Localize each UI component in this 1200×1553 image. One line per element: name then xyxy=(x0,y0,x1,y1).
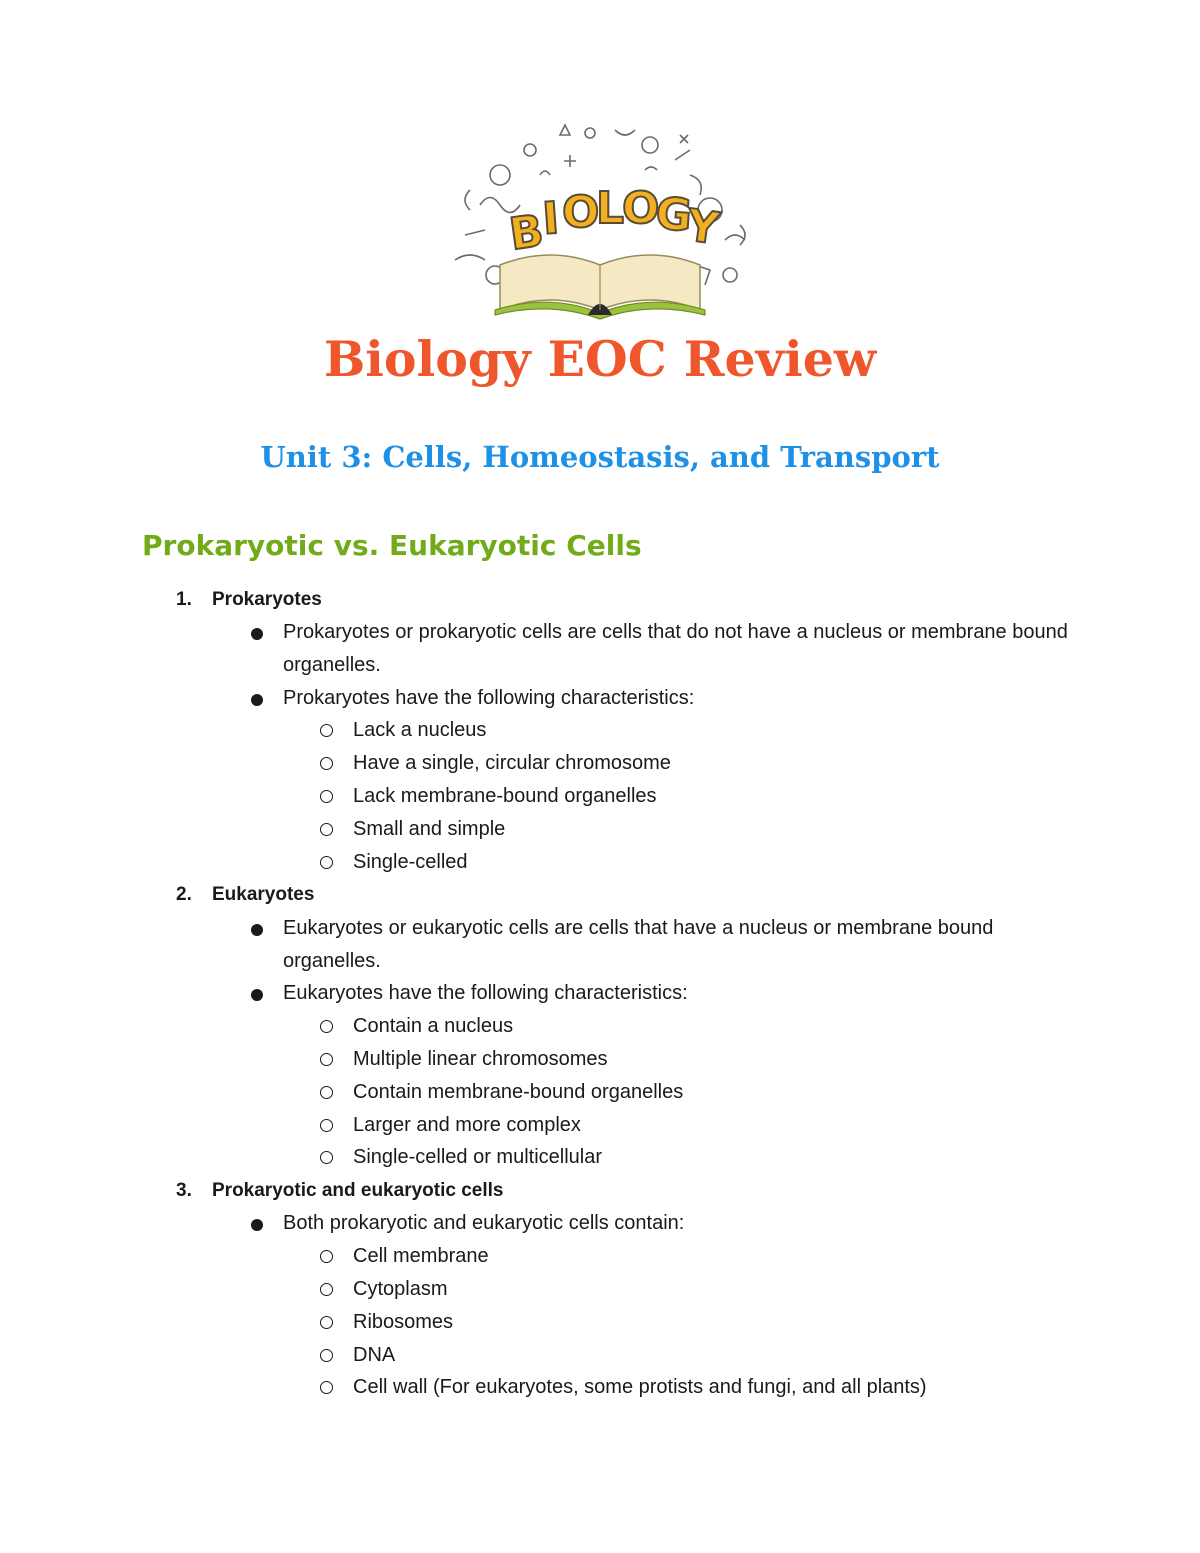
hollow-circle-icon xyxy=(320,1250,333,1263)
sub-list-item xyxy=(318,1240,1078,1273)
numbered-item-both-cells xyxy=(176,1175,503,1208)
sub-list-item xyxy=(318,780,1078,813)
sub-item-text: Small and simple xyxy=(353,818,506,840)
bullet-dot-icon xyxy=(251,924,263,936)
sub-item-text: Single-celled or multicellular xyxy=(353,1146,602,1168)
sub-list-item xyxy=(318,1010,1078,1043)
sub-list-item xyxy=(318,1076,1078,1109)
hollow-circle-icon xyxy=(320,1316,333,1329)
item-number: 1. xyxy=(176,589,192,610)
section-heading: Prokaryotic vs. Eukaryotic Cells xyxy=(142,529,642,562)
hollow-circle-icon xyxy=(320,757,333,770)
sub-list-item xyxy=(318,1109,1078,1142)
item-label: Prokaryotic and eukaryotic cells xyxy=(212,1180,504,1201)
hollow-circle-icon xyxy=(320,1151,333,1164)
sub-item-text: Contain a nucleus xyxy=(353,1015,514,1037)
hollow-circle-icon xyxy=(320,1020,333,1033)
item-number: 3. xyxy=(176,1180,192,1201)
sub-list-item xyxy=(318,747,1078,780)
sub-item-text: Cell wall (For eukaryotes, some protists and fungi, and all plants) xyxy=(353,1376,927,1398)
svg-text:O: O xyxy=(562,187,600,238)
page-subtitle: Unit 3: Cells, Homeostasis, and Transport xyxy=(260,440,940,474)
bullet-text: Eukaryotes have the following characteristics: xyxy=(283,982,688,1004)
hollow-circle-icon xyxy=(320,1086,333,1099)
hollow-circle-icon xyxy=(320,856,333,869)
hollow-circle-icon xyxy=(320,1053,333,1066)
sub-list-item xyxy=(318,1273,1078,1306)
list-item xyxy=(251,682,1071,715)
svg-text:I: I xyxy=(540,192,561,245)
sub-item-text: Ribosomes xyxy=(353,1311,454,1333)
bullet-dot-icon xyxy=(251,989,263,1001)
list-item xyxy=(251,616,1071,682)
hollow-circle-icon xyxy=(320,1283,333,1296)
sub-item-text: Cell membrane xyxy=(353,1245,489,1267)
sub-list-item xyxy=(318,1043,1078,1076)
item-label: Eukaryotes xyxy=(212,884,315,905)
item-number: 2. xyxy=(176,884,192,905)
item-label: Prokaryotes xyxy=(212,589,322,610)
sub-item-text: Cytoplasm xyxy=(353,1278,448,1300)
open-book xyxy=(495,255,705,319)
svg-text:L: L xyxy=(596,183,625,234)
biology-logo-image xyxy=(440,115,760,320)
sub-item-text: Lack membrane-bound organelles xyxy=(353,785,657,807)
sub-item-text: DNA xyxy=(353,1344,396,1366)
sub-list-item xyxy=(318,714,1078,747)
svg-text:Y: Y xyxy=(683,200,723,255)
sub-item-text: Multiple linear chromosomes xyxy=(353,1048,608,1070)
sub-item-text: Have a single, circular chromosome xyxy=(353,752,671,774)
hollow-circle-icon xyxy=(320,1381,333,1394)
hollow-circle-icon xyxy=(320,823,333,836)
sub-item-text: Single-celled xyxy=(353,851,468,873)
sub-list-item xyxy=(318,1339,1078,1372)
bullet-text: Both prokaryotic and eukaryotic cells contain: xyxy=(283,1212,685,1234)
numbered-item-prokaryotes xyxy=(176,584,322,617)
sub-item-text: Contain membrane-bound organelles xyxy=(353,1081,684,1103)
numbered-item-eukaryotes xyxy=(176,879,314,912)
list-item xyxy=(251,1207,1071,1240)
bullet-text: Eukaryotes or eukaryotic cells are cells that have a nucleus or membrane bound organelles. xyxy=(283,917,994,972)
sub-list-item xyxy=(318,846,1078,879)
bullet-text: Prokaryotes or prokaryotic cells are cells that do not have a nucleus or membrane bound organelles. xyxy=(283,621,1068,676)
sub-item-text: Lack a nucleus xyxy=(353,719,487,741)
bullet-dot-icon xyxy=(251,694,263,706)
biology-lettering xyxy=(506,183,723,261)
sub-list-item xyxy=(318,1141,1078,1174)
svg-text:G: G xyxy=(653,188,694,242)
sub-item-text: Larger and more complex xyxy=(353,1114,581,1136)
bullet-dot-icon xyxy=(251,1219,263,1231)
sub-list-item xyxy=(318,813,1078,846)
hollow-circle-icon xyxy=(320,790,333,803)
bullet-text: Prokaryotes have the following characteristics: xyxy=(283,687,695,709)
bullet-dot-icon xyxy=(251,628,263,640)
sub-list-item xyxy=(318,1371,1078,1404)
list-item xyxy=(251,912,1071,978)
hollow-circle-icon xyxy=(320,1119,333,1132)
sub-list-item xyxy=(318,1306,1078,1339)
page-title: Biology EOC Review xyxy=(323,330,877,388)
hollow-circle-icon xyxy=(320,724,333,737)
hollow-circle-icon xyxy=(320,1349,333,1362)
svg-text:B: B xyxy=(506,205,547,261)
svg-text:O: O xyxy=(622,183,660,234)
list-item xyxy=(251,977,1071,1010)
